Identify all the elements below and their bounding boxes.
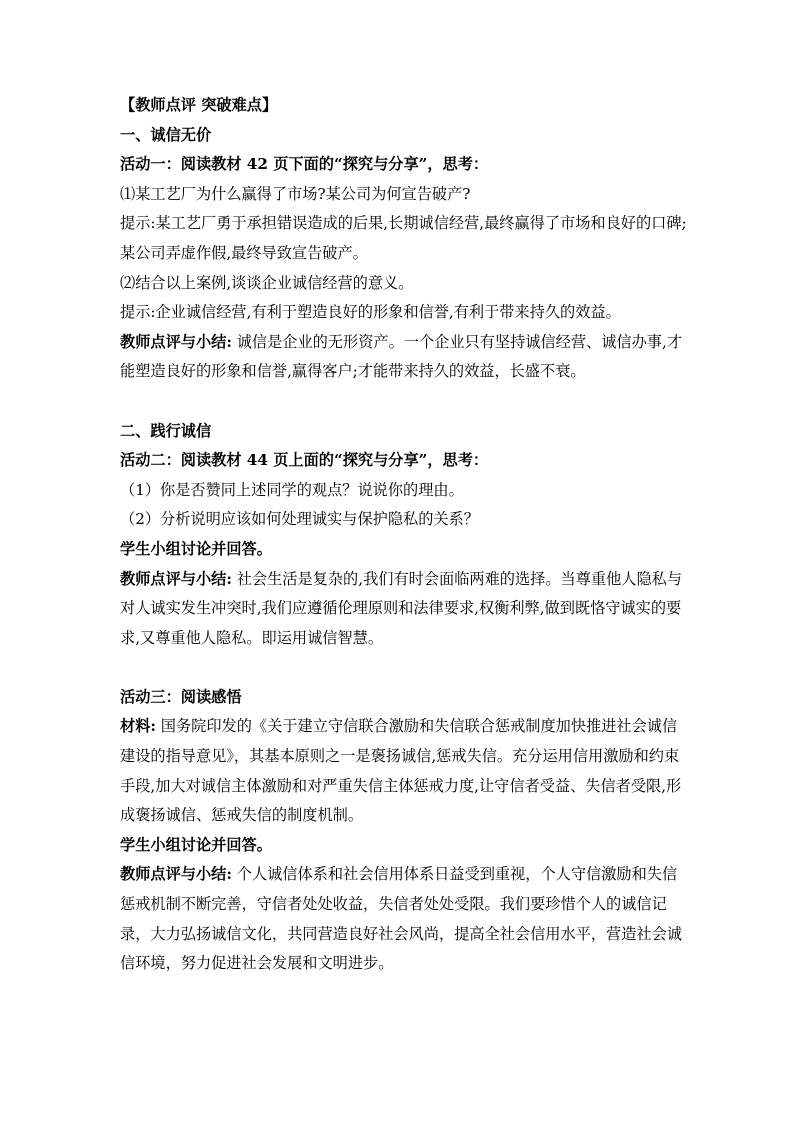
material-text: 国务院印发的《关于建立守信联合激励和失信联合惩戒制度加快推进社会诚信建设的指导意见》，其基本原则之一是褒扬诚信,惩戒失信。充分运用信用激励和约束手段,加大对诚信主体激励和对严重失信主体惩戒力度,让守信者受益、失信者受限,形成褒扬诚信、惩戒失信的制度机制。 <box>120 717 682 825</box>
activity-2-heading: 活动二：阅读教材 44 页上面的“探究与分享”，思考： <box>120 451 489 470</box>
section-header: 【教师点评 突破难点】 <box>120 96 278 114</box>
summary-text: 社会生活是复杂的,我们有时会面临两难的选择。当尊重他人隐私与对人诚实发生冲突时,我们应遵循伦理原则和法律要求,权衡利弊,做到既恪守诚实的要求,又尊重他人隐私。即运用诚信智慧。 <box>120 569 683 647</box>
activity-1-summary <box>120 328 690 387</box>
summary-text: 个人诚信体系和社会信用体系日益受到重视，个人守信激励和失信惩戒机制不断完善，守信者处处收益，失信者处处受限。我们要珍惜个人的诚信记录，大力弘扬诚信文化，共同营造良好社会风尚，提高全社会信用水平，营造社会诚信环境，努力促进社会发展和文明进步。 <box>120 865 682 973</box>
summary-label: 教师点评与小结: <box>120 569 232 588</box>
summary-label: 教师点评与小结: <box>120 865 232 884</box>
activity-3-material <box>120 712 690 830</box>
activity-2-summary <box>120 565 690 654</box>
activity-1-question-2: ⑵结合以上案例,谈谈企业诚信经营的意义。 <box>120 273 414 292</box>
summary-text: 诚信是企业的无形资产。一个企业只有坚持诚信经营、诚信办事,才能塑造良好的形象和信誉,赢得客户;才能带来持久的效益，长盛不衰。 <box>120 332 683 381</box>
summary-label: 教师点评与小结: <box>120 332 232 351</box>
spacer <box>120 387 690 417</box>
activity-3-summary <box>120 860 690 978</box>
spacer <box>120 653 690 683</box>
material-label: 材料: <box>120 717 156 736</box>
activity-2-question-2: （2）分析说明应该如何处理诚实与保护隐私的关系？ <box>120 510 479 529</box>
activity-1-question-1: ⑴某工艺厂为什么赢得了市场?某公司为何宣告破产? <box>120 184 471 203</box>
section1-title: 一、诚信无价 <box>120 125 212 144</box>
document-body <box>120 91 690 979</box>
activity-2-discussion: 学生小组讨论并回答。 <box>120 539 272 558</box>
activity-1-heading: 活动一：阅读教材 42 页下面的“探究与分享”，思考： <box>120 155 489 174</box>
activity-1-hint-1: 提示:某工艺厂勇于承担错误造成的后果,长期诚信经营,最终赢得了市场和良好的口碑;某公司弄虚作假,最终导致宣告破产。 <box>120 214 687 262</box>
activity-3-discussion: 学生小组讨论并回答。 <box>120 835 272 854</box>
section2-title: 二、践行诚信 <box>120 421 212 440</box>
activity-1-hint-2: 提示:企业诚信经营,有利于塑造良好的形象和信誉,有利于带来持久的效益。 <box>120 303 621 322</box>
activity-3-heading: 活动三：阅读感悟 <box>120 687 242 706</box>
activity-2-question-1: （1）你是否赞同上述同学的观点？说说你的理由。 <box>120 480 464 499</box>
